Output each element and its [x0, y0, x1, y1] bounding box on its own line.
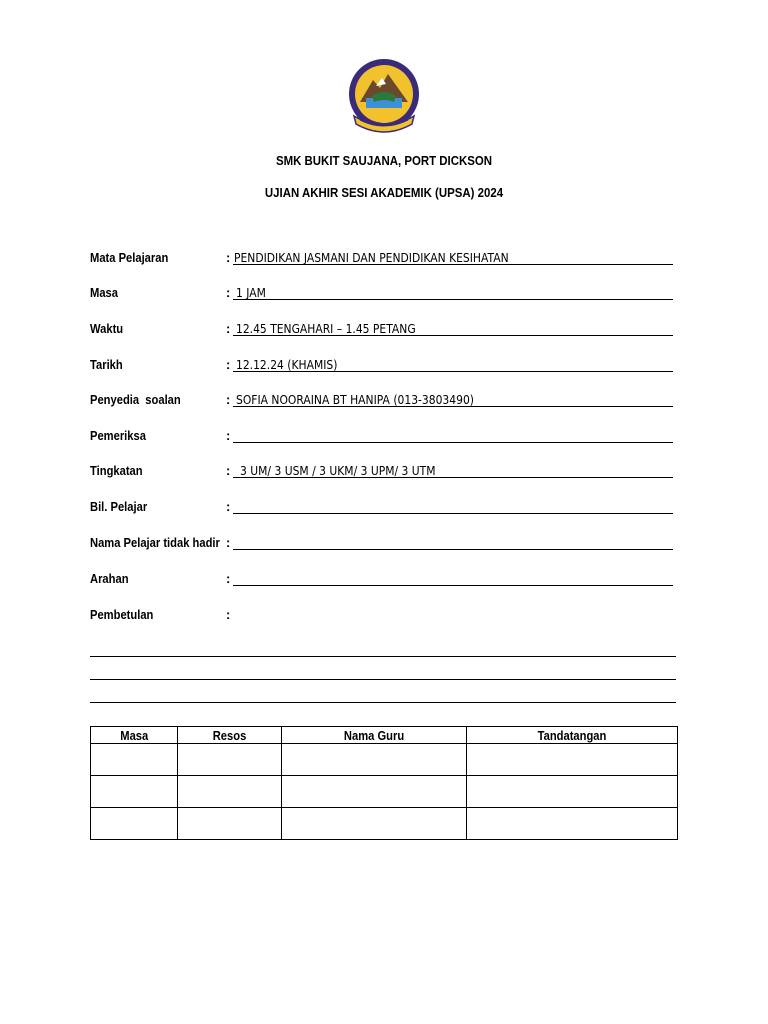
form-label: Waktu [90, 321, 124, 336]
corrections-line [90, 702, 676, 703]
table-row [91, 776, 678, 808]
form-label: Mata Pelajaran [90, 250, 169, 265]
table-cell [91, 744, 178, 776]
table-cell [467, 808, 678, 840]
signature-table [90, 726, 678, 840]
corrections-line [90, 656, 676, 657]
table-row [91, 808, 678, 840]
form-row-students [0, 499, 768, 519]
table-cell [91, 776, 178, 808]
form-colon: : [226, 285, 231, 300]
form-value: 1 JAM [236, 285, 266, 300]
table-cell [91, 808, 178, 840]
form-row-absent [0, 535, 768, 555]
form-underline [233, 549, 673, 550]
form-value: 3 UM/ 3 USM / 3 UKM/ 3 UPM/ 3 UTM [240, 463, 436, 478]
form-row-setter [0, 392, 768, 412]
form-colon: : [226, 499, 231, 514]
table-row [91, 744, 678, 776]
form-label: Bil. Pelajar [90, 499, 148, 514]
form-row-time [0, 321, 768, 341]
form-underline [233, 371, 673, 372]
form-label: Pemeriksa [90, 428, 146, 443]
form-value: PENDIDIKAN JASMANI DAN PENDIDIKAN KESIHATAN [234, 250, 509, 265]
form-colon: : [226, 428, 231, 443]
column-header: Resos [178, 727, 282, 744]
exam-title: UJIAN AKHIR SESI AKADEMIK (UPSA) 2024 [264, 185, 504, 200]
form-colon: : [226, 357, 231, 372]
form-label: Penyedia soalan [90, 392, 181, 407]
form-underline [233, 585, 673, 586]
form-row-form [0, 463, 768, 483]
column-header: Nama Guru [282, 727, 467, 744]
form-colon: : [226, 250, 231, 265]
column-header: Masa [91, 727, 178, 744]
form-label: Arahan [90, 571, 129, 586]
form-value: 12.45 TENGAHARI – 1.45 PETANG [236, 321, 416, 336]
form-colon: : [226, 321, 231, 336]
table-cell [178, 776, 282, 808]
form-row-date [0, 357, 768, 377]
form-label: Nama Pelajar tidak hadir [90, 535, 220, 550]
form-colon: : [226, 571, 231, 586]
table-cell [282, 808, 467, 840]
form-underline [233, 477, 673, 478]
school-crest-icon [346, 58, 422, 136]
form-underline [233, 335, 673, 336]
form-colon: : [226, 607, 231, 622]
form-value: SOFIA NOORAINA BT HANIPA (013-3803490) [236, 392, 474, 407]
form-colon: : [226, 535, 231, 550]
form-value: 12.12.24 (KHAMIS) [236, 357, 338, 372]
table-cell [467, 744, 678, 776]
form-row-corrections [0, 607, 768, 627]
table-cell [178, 744, 282, 776]
form-row-checker [0, 428, 768, 448]
form-colon: : [226, 392, 231, 407]
table-cell [282, 744, 467, 776]
table-header-row [91, 727, 678, 744]
form-underline [233, 406, 673, 407]
form-row-instructions [0, 571, 768, 591]
form-row-duration [0, 285, 768, 305]
form-underline [233, 264, 673, 265]
form-underline [233, 442, 673, 443]
table-cell [467, 776, 678, 808]
form-label: Tingkatan [90, 463, 143, 478]
column-header: Tandatangan [467, 727, 678, 744]
table-cell [178, 808, 282, 840]
form-label: Masa [90, 285, 118, 300]
form-underline [233, 299, 673, 300]
school-name: SMK BUKIT SAUJANA, PORT DICKSON [275, 153, 493, 168]
form-underline [233, 513, 673, 514]
table-cell [282, 776, 467, 808]
form-row-subject [0, 250, 768, 270]
form-label: Tarikh [90, 357, 123, 372]
corrections-line [90, 679, 676, 680]
form-colon: : [226, 463, 231, 478]
form-label: Pembetulan [90, 607, 154, 622]
